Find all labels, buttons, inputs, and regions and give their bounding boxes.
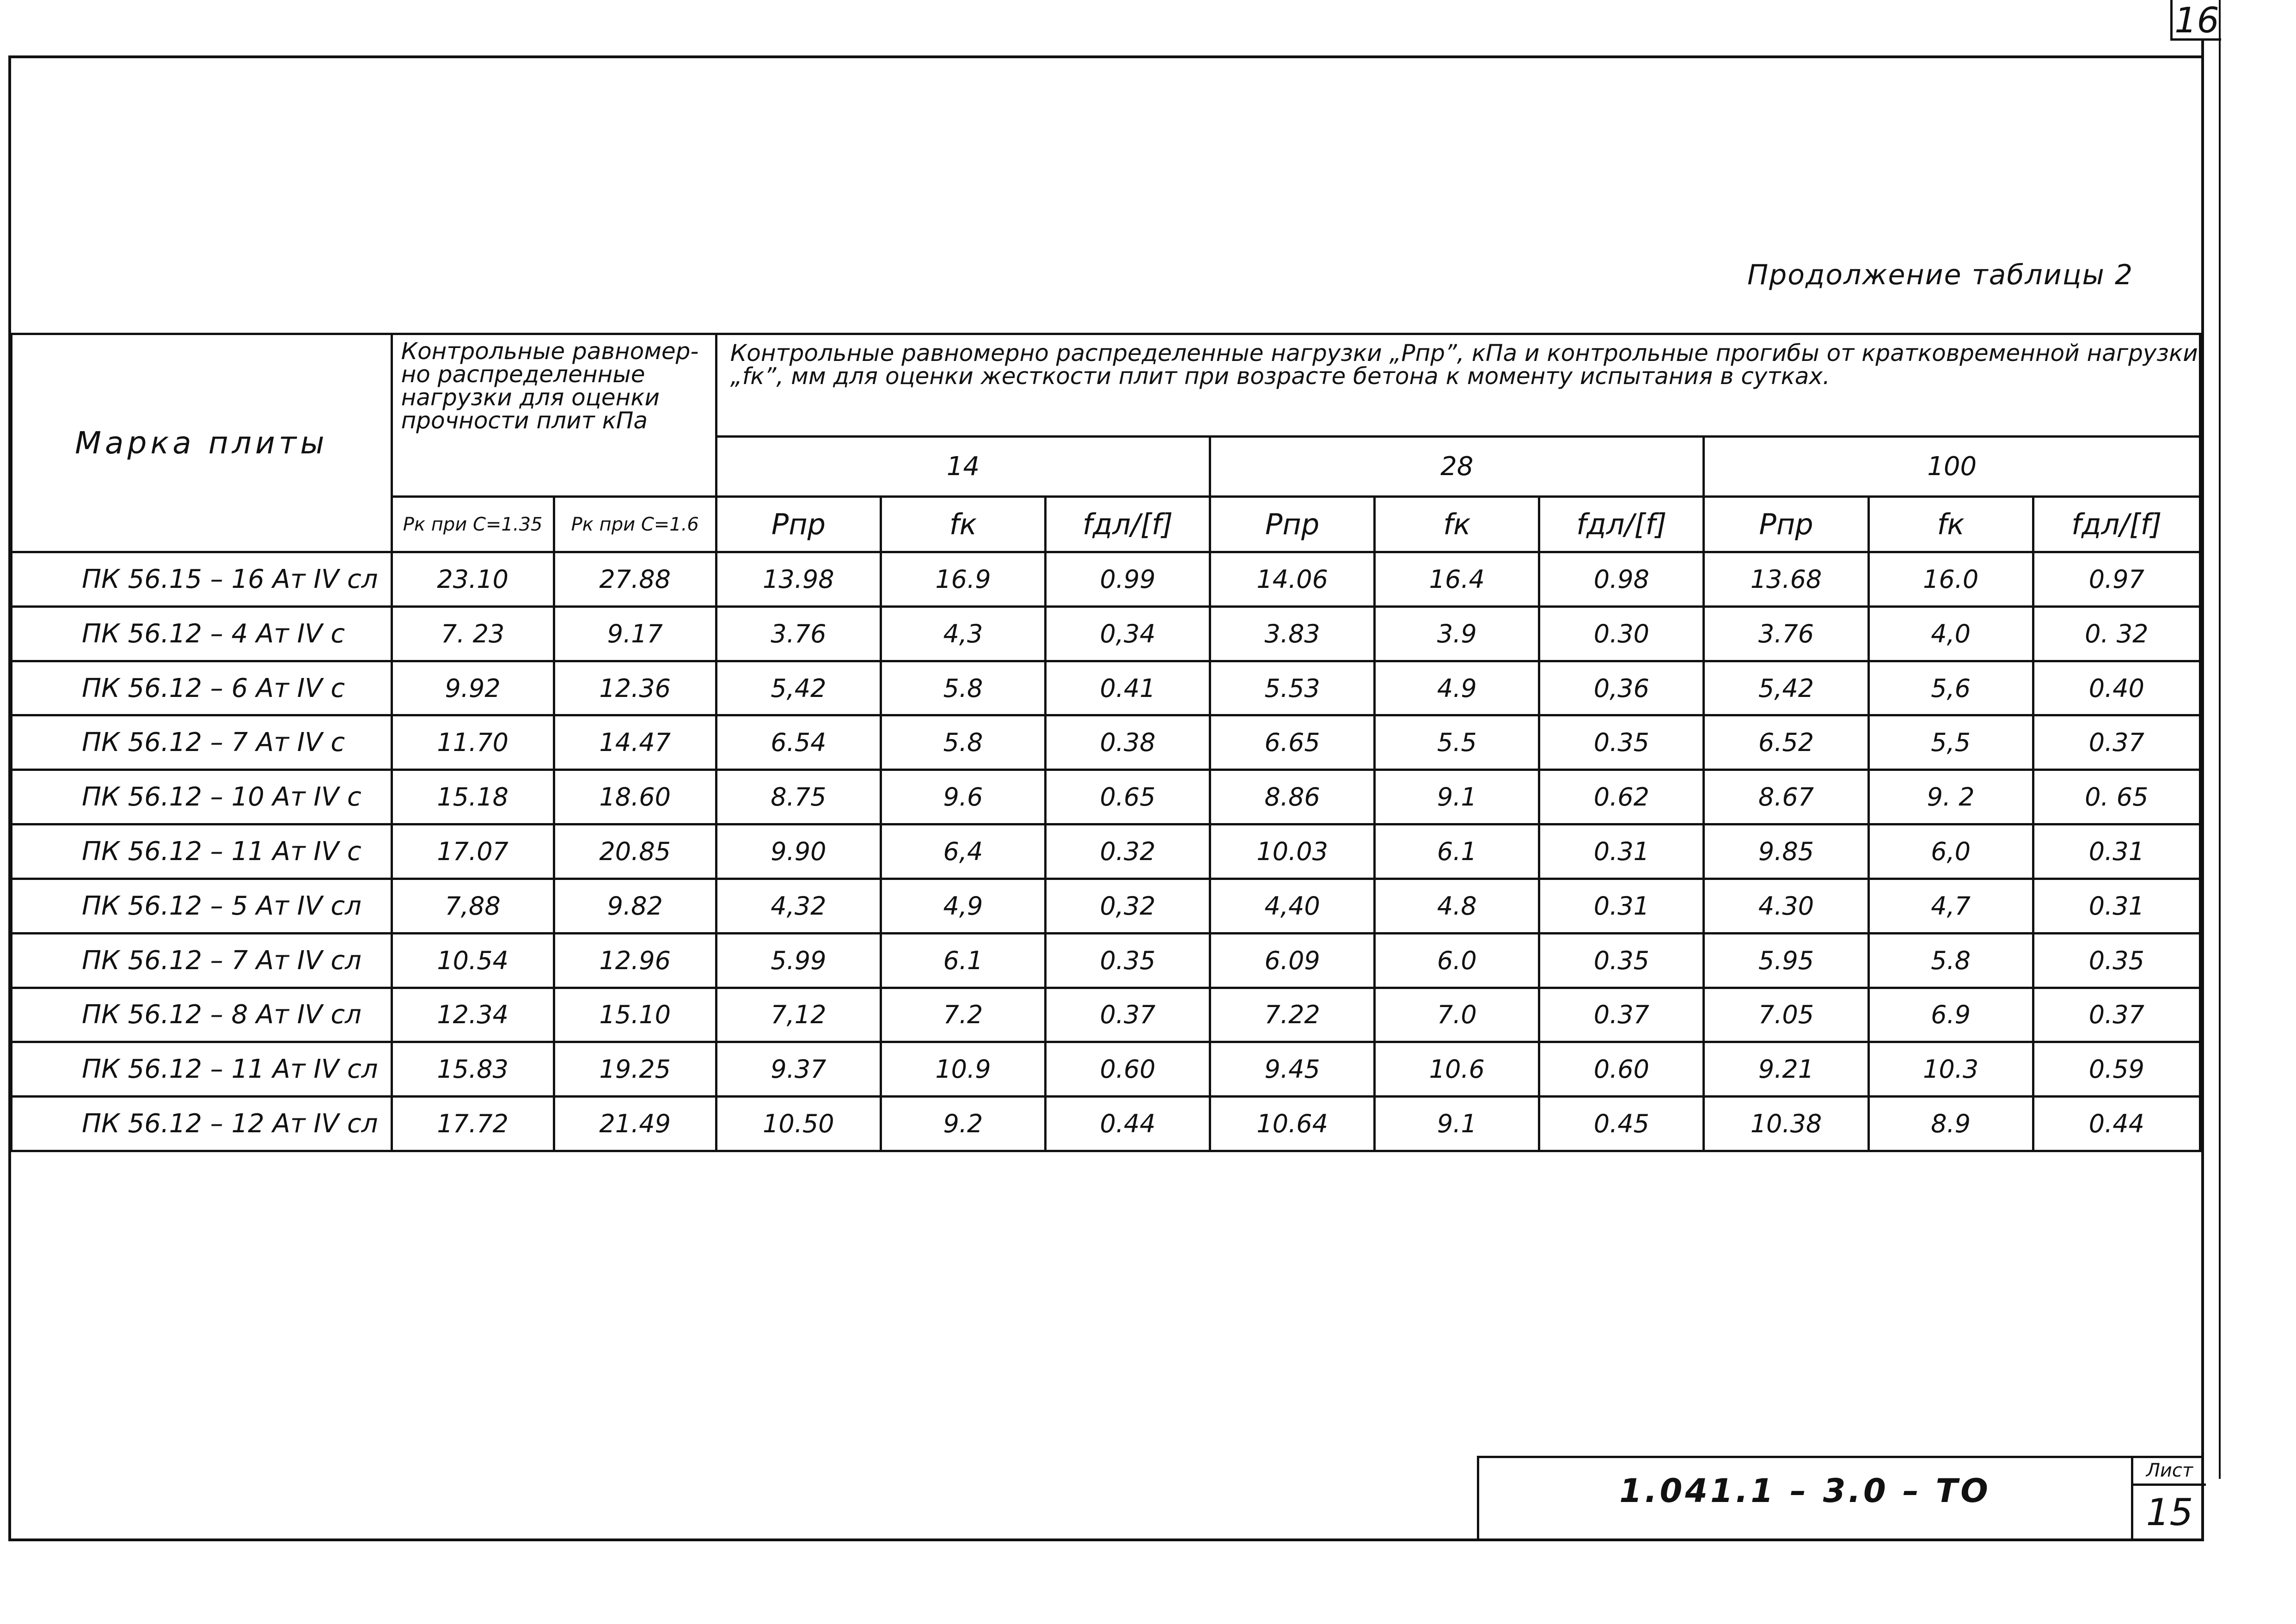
cell-value: 0.59 [2033,1042,2200,1097]
document-code: 1.041.1 – 3.0 – ТО [1619,1472,1991,1510]
header-strength-group: Контрольные равномер-но распределенные нагрузки для оценки прочности плит кПа [392,334,716,497]
cell-value: 8.9 [1868,1097,2033,1151]
cell-value: 0.41 [1046,661,1210,715]
cell-value: 9.1 [1375,1097,1539,1151]
cell-value: 7.05 [1704,988,1868,1042]
header-mark: Марка плиты [12,334,392,552]
sheet-value: 15 [2146,1491,2193,1534]
cell-value: 0.37 [2033,988,2200,1042]
cell-value: 6.65 [1210,715,1375,770]
cell-value: 9.85 [1704,824,1868,879]
cell-value: 10.9 [881,1042,1045,1097]
header-fdl: fдл/[f] [1046,497,1210,552]
cell-value: 4,0 [1868,606,2033,661]
cell-value: 10.64 [1210,1097,1375,1151]
table-row [12,552,2200,607]
cell-value: 0. 32 [2033,606,2200,661]
cell-value: 5.8 [1868,933,2033,988]
cell-mark: ПК 56.12 – 12 Ат IV сл [12,1097,392,1151]
cell-value: 17.07 [392,824,554,879]
cell-mark: ПК 56.12 – 11 Ат IV с [12,824,392,879]
header-ppr: Рпр [1210,497,1375,552]
cell-value: 0.60 [1539,1042,1704,1097]
cell-value: 15.83 [392,1042,554,1097]
cell-value: 6.0 [1375,933,1539,988]
cell-value: 14.47 [554,715,716,770]
cell-value: 0.31 [1539,824,1704,879]
spec-table [10,333,2201,1152]
cell-value: 0.37 [2033,715,2200,770]
cell-value: 0.44 [2033,1097,2200,1151]
table-row [12,879,2200,933]
cell-value: 7.22 [1210,988,1375,1042]
cell-value: 9.1 [1375,770,1539,824]
cell-value: 5.53 [1210,661,1375,715]
cell-value: 16.9 [881,552,1045,607]
cell-value: 6.52 [1704,715,1868,770]
sheet-number: 16 [2170,0,2221,41]
cell-mark: ПК 56.12 – 7 Ат IV с [12,715,392,770]
cell-mark: ПК 56.12 – 11 Ат IV сл [12,1042,392,1097]
cell-value: 13.98 [716,552,881,607]
cell-value: 0.60 [1046,1042,1210,1097]
cell-value: 12.36 [554,661,716,715]
cell-value: 3.76 [716,606,881,661]
cell-value: 0.45 [1539,1097,1704,1151]
cell-value: 0.37 [1539,988,1704,1042]
cell-value: 4,40 [1210,879,1375,933]
table-row [12,933,2200,988]
header-pk-1-35: Рк при С=1.35 [392,497,554,552]
cell-value: 6,4 [881,824,1045,879]
cell-value: 0.38 [1046,715,1210,770]
sheet-label: Лист [2133,1458,2206,1486]
cell-value: 0.31 [2033,824,2200,879]
cell-value: 0,32 [1046,879,1210,933]
cell-value: 0.97 [2033,552,2200,607]
sheet-box [2131,1458,2206,1541]
cell-value: 0.31 [2033,879,2200,933]
table-row [12,606,2200,661]
cell-mark: ПК 56.12 – 10 Ат IV с [12,770,392,824]
cell-mark: ПК 56.12 – 4 Ат IV с [12,606,392,661]
cell-value: 0.32 [1046,824,1210,879]
cell-value: 12.34 [392,988,554,1042]
cell-value: 0.30 [1539,606,1704,661]
table-body [12,552,2200,1151]
frame-top-line [8,55,2204,58]
cell-value: 7.2 [881,988,1045,1042]
cell-value: 0.31 [1539,879,1704,933]
cell-value: 0.40 [2033,661,2200,715]
cell-value: 0.35 [1539,715,1704,770]
header-ppr: Рпр [716,497,881,552]
cell-value: 11.70 [392,715,554,770]
table-row [12,1097,2200,1151]
cell-value: 10.6 [1375,1042,1539,1097]
header-ppr: Рпр [1704,497,1868,552]
cell-value: 5.8 [881,715,1045,770]
cell-value: 6.54 [716,715,881,770]
cell-value: 20.85 [554,824,716,879]
cell-value: 10.3 [1868,1042,2033,1097]
cell-value: 7,12 [716,988,881,1042]
cell-value: 4,9 [881,879,1045,933]
outer-right-line [2219,0,2221,1479]
cell-value: 15.18 [392,770,554,824]
table-caption: Продолжение таблицы 2 [1747,259,2134,291]
header-fk: fк [1375,497,1539,552]
table-row [12,988,2200,1042]
cell-value: 21.49 [554,1097,716,1151]
header-pk-1-6: Рк при С=1.6 [554,497,716,552]
cell-value: 0.99 [1046,552,1210,607]
cell-value: 0.35 [2033,933,2200,988]
cell-value: 5.8 [881,661,1045,715]
cell-value: 5.99 [716,933,881,988]
cell-value: 10.38 [1704,1097,1868,1151]
cell-value: 5.95 [1704,933,1868,988]
cell-value: 27.88 [554,552,716,607]
cell-value: 0.37 [1046,988,1210,1042]
table-row [12,770,2200,824]
cell-value: 23.10 [392,552,554,607]
cell-value: 9.6 [881,770,1045,824]
cell-value: 10.50 [716,1097,881,1151]
cell-mark: ПК 56.12 – 6 Ат IV с [12,661,392,715]
cell-mark: ПК 56.12 – 5 Ат IV сл [12,879,392,933]
cell-value: 9.17 [554,606,716,661]
table-row [12,661,2200,715]
cell-value: 9.82 [554,879,716,933]
cell-mark: ПК 56.15 – 16 Ат IV сл [12,552,392,607]
cell-value: 8.67 [1704,770,1868,824]
cell-value: 6.1 [1375,824,1539,879]
cell-value: 6.9 [1868,988,2033,1042]
cell-value: 16.0 [1868,552,2033,607]
cell-value: 4,32 [716,879,881,933]
cell-value: 9.90 [716,824,881,879]
cell-value: 4.30 [1704,879,1868,933]
cell-value: 5,42 [1704,661,1868,715]
cell-value: 18.60 [554,770,716,824]
table-row [12,824,2200,879]
cell-value: 5,42 [716,661,881,715]
header-fk: fк [881,497,1045,552]
cell-value: 3.9 [1375,606,1539,661]
cell-value: 0.62 [1539,770,1704,824]
cell-value: 0. 65 [2033,770,2200,824]
table-row [12,715,2200,770]
cell-value: 9. 2 [1868,770,2033,824]
cell-value: 6,0 [1868,824,2033,879]
cell-value: 7,88 [392,879,554,933]
cell-value: 14.06 [1210,552,1375,607]
cell-value: 0.35 [1046,933,1210,988]
header-age-100: 100 [1704,437,2200,497]
cell-value: 0,36 [1539,661,1704,715]
cell-value: 17.72 [392,1097,554,1151]
cell-value: 4.9 [1375,661,1539,715]
header-deflection-group: Контрольные равномерно распределенные нагрузки „Рпр”, кПа и контрольные прогибы от кратковременной нагрузки „fк”, мм для оценки жесткости плит при возрасте бетона к моменту испытания в сутках. [716,334,2200,437]
cell-value: 0.35 [1539,933,1704,988]
cell-value: 3.76 [1704,606,1868,661]
cell-value: 3.83 [1210,606,1375,661]
cell-mark: ПК 56.12 – 7 Ат IV сл [12,933,392,988]
cell-value: 10.03 [1210,824,1375,879]
cell-value: 9.21 [1704,1042,1868,1097]
cell-value: 9.2 [881,1097,1045,1151]
header-age-14: 14 [716,437,1210,497]
cell-value: 5,6 [1868,661,2033,715]
cell-value: 13.68 [1704,552,1868,607]
cell-value: 6.09 [1210,933,1375,988]
cell-value: 4.8 [1375,879,1539,933]
cell-value: 9.37 [716,1042,881,1097]
header-fdl: fдл/[f] [1539,497,1704,552]
table-row [12,1042,2200,1097]
cell-value: 7.0 [1375,988,1539,1042]
cell-mark: ПК 56.12 – 8 Ат IV сл [12,988,392,1042]
cell-value: 8.86 [1210,770,1375,824]
cell-value: 0.65 [1046,770,1210,824]
cell-value: 5,5 [1868,715,2033,770]
title-block [1477,1456,2204,1541]
cell-value: 4,7 [1868,879,2033,933]
header-fdl: fдл/[f] [2033,497,2200,552]
cell-value: 15.10 [554,988,716,1042]
cell-value: 9.92 [392,661,554,715]
cell-value: 7. 23 [392,606,554,661]
cell-value: 0.98 [1539,552,1704,607]
cell-value: 10.54 [392,933,554,988]
cell-value: 6.1 [881,933,1045,988]
cell-value: 8.75 [716,770,881,824]
header-fk: fк [1868,497,2033,552]
cell-value: 19.25 [554,1042,716,1097]
frame-right-line [2201,39,2204,1541]
cell-value: 9.45 [1210,1042,1375,1097]
header-age-28: 28 [1210,437,1704,497]
cell-value: 16.4 [1375,552,1539,607]
cell-value: 0,34 [1046,606,1210,661]
cell-value: 4,3 [881,606,1045,661]
cell-value: 0.44 [1046,1097,1210,1151]
cell-value: 12.96 [554,933,716,988]
cell-value: 5.5 [1375,715,1539,770]
